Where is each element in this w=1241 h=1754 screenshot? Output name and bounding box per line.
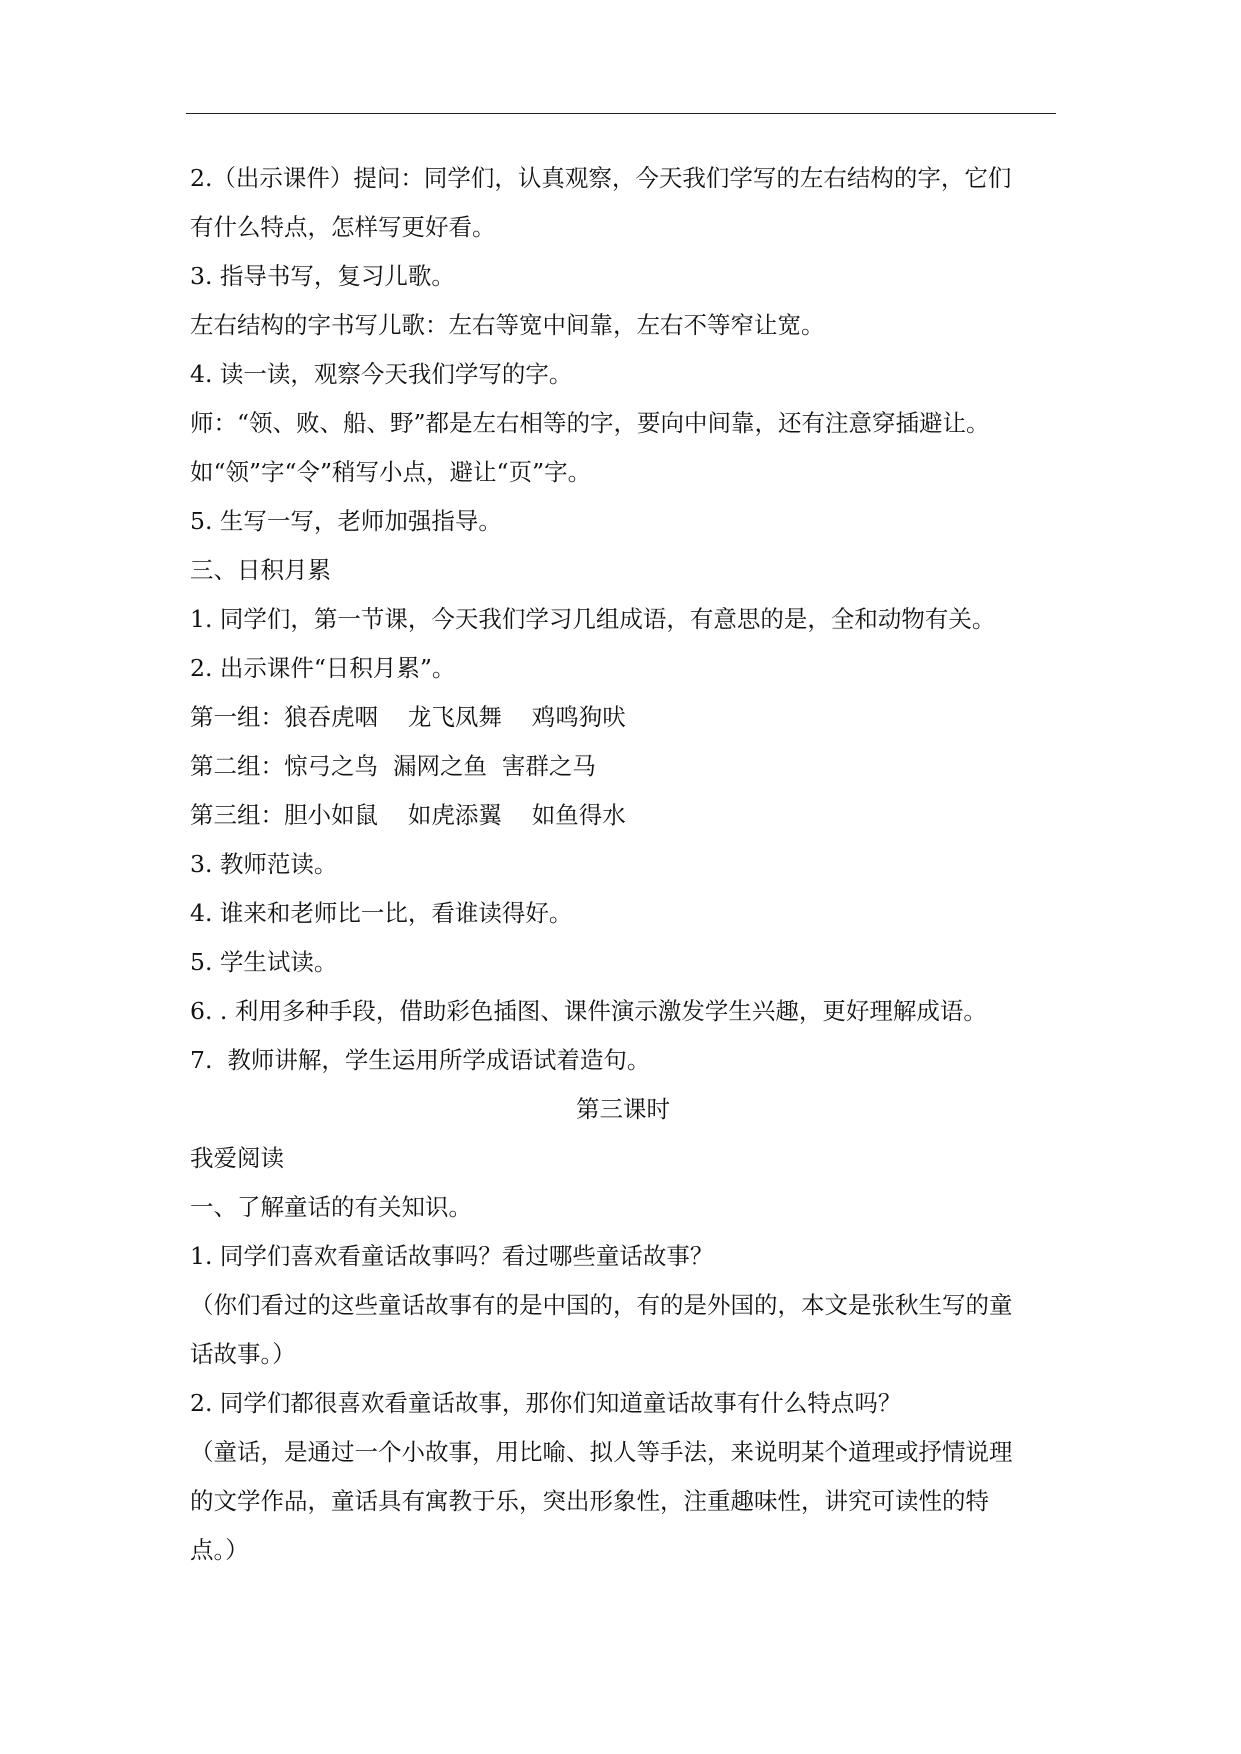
text-line: 6. . 利用多种手段，借助彩色插图、课件演示激发学生兴趣，更好理解成语。	[190, 997, 987, 1025]
text-line: 左右结构的字书写儿歌：左右等宽中间靠，左右不等窄让宽。	[190, 311, 825, 339]
text-line: 3. 指导书写，复习儿歌。	[190, 262, 455, 290]
text-line: 4. 谁来和老师比一比，看谁读得好。	[190, 899, 573, 927]
text-line: 我爱阅读	[190, 1144, 284, 1172]
text-line: 4. 读一读，观察今天我们学写的字。	[190, 360, 573, 388]
text-line: 2. 出示课件“日积月累”。	[190, 654, 456, 682]
text-line: （童话，是通过一个小故事，用比喻、拟人等手法，来说明某个道理或抒情说理	[190, 1438, 1013, 1466]
text-line: 三、日积月累	[190, 556, 331, 584]
text-line: 如“领”字“令”稍写小点，避让“页”字。	[190, 458, 592, 486]
section-heading: 第三课时	[576, 1095, 670, 1123]
text-line: 2.（出示课件）提问：同学们，认真观察，今天我们学写的左右结构的字，它们	[190, 164, 1012, 192]
document-body	[190, 154, 1056, 1575]
text-line: 7. 教师讲解，学生运用所学成语试着造句。	[190, 1046, 651, 1074]
text-line: 师：“领、败、船、野”都是左右相等的字，要向中间靠，还有注意穿插避让。	[190, 409, 990, 437]
text-line: 1. 同学们，第一节课，今天我们学习几组成语，有意思的是，全和动物有关。	[190, 605, 996, 633]
header-rule	[186, 113, 1056, 114]
text-line: 第一组：狼吞虎咽 龙飞凤舞 鸡鸣狗吠	[190, 703, 626, 731]
text-line: 第三组：胆小如鼠 如虎添翼 如鱼得水	[190, 801, 626, 829]
text-line: 5. 学生试读。	[190, 948, 338, 976]
text-line: 话故事。）	[190, 1340, 296, 1368]
text-line: 1. 同学们喜欢看童话故事吗？看过哪些童话故事？	[190, 1242, 714, 1270]
text-line: 3. 教师范读。	[190, 850, 338, 878]
text-line: 有什么特点，怎样写更好看。	[190, 213, 496, 241]
text-line: 第二组：惊弓之鸟 漏网之鱼 害群之马	[190, 752, 596, 780]
text-line: 5. 生写一写，老师加强指导。	[190, 507, 502, 535]
text-line: 一、了解童话的有关知识。	[190, 1193, 472, 1221]
text-line: 2. 同学们都很喜欢看童话故事，那你们知道童话故事有什么特点吗？	[190, 1389, 902, 1417]
text-line: （你们看过的这些童话故事有的是中国的，有的是外国的，本文是张秋生写的童	[190, 1291, 1013, 1319]
text-line: 点。）	[190, 1536, 249, 1564]
text-line: 的文学作品，童话具有寓教于乐，突出形象性，注重趣味性，讲究可读性的特	[190, 1487, 989, 1515]
